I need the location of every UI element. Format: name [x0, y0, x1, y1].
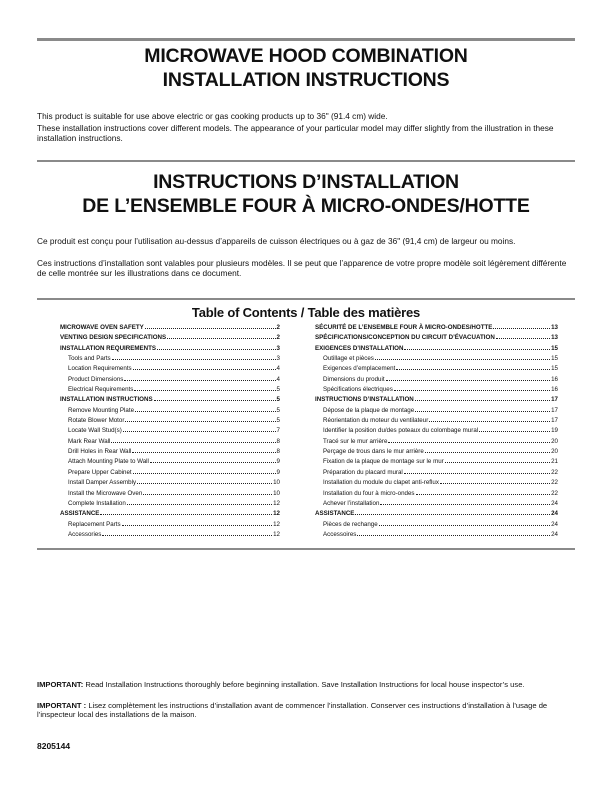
toc-leader-dots [132, 452, 275, 453]
toc-entry-page: 16 [551, 375, 558, 383]
toc-entry-title: Installation du module du clapet anti-reflux [323, 479, 439, 487]
toc-entry-page: 15 [551, 344, 558, 352]
toc-entry-title: Rotate Blower Motor [68, 417, 125, 425]
toc-entry-title: Achever l’installation [323, 499, 380, 507]
toc-leader-dots [167, 338, 275, 339]
toc-column-english [60, 323, 280, 540]
toc-entry [315, 395, 558, 405]
toc-entry-page: 17 [551, 396, 558, 404]
toc-entry [315, 416, 558, 426]
toc-entry-page: 2 [276, 324, 280, 331]
important-note-french [37, 701, 577, 719]
toc-leader-dots [157, 349, 276, 350]
toc-entry [60, 354, 280, 364]
toc-entry-title: ASSISTANCE [60, 510, 100, 518]
toc-leader-dots [396, 369, 550, 370]
toc-leader-dots [416, 494, 551, 495]
toc-leader-dots [375, 359, 550, 360]
english-title-line2: INSTALLATION INSTRUCTIONS [162, 69, 450, 91]
toc-entry [315, 457, 558, 467]
toc-entry-page: 15 [551, 365, 558, 373]
toc-entry-page: 12 [273, 510, 280, 518]
toc-leader-dots [404, 349, 550, 350]
toc-entry [315, 447, 558, 457]
toc-leader-dots [425, 452, 550, 453]
toc-entry [60, 499, 280, 509]
toc-entry-page: 24 [551, 510, 558, 518]
toc-leader-dots [386, 380, 551, 381]
english-title-line1: MICROWAVE HOOD COMBINATION [144, 45, 468, 67]
toc-entry [315, 509, 558, 519]
french-intro-models: Ces instructions d’installation sont valables pour plusieurs modèles. Il se peut que l’apparence de votre propre modèle soit légèrement différente de celle montrée sur les illustrations dans ce document. [37, 258, 567, 278]
toc-entry-title: Perçage de trous dans le mur arrière [323, 448, 424, 456]
toc-entry [60, 457, 280, 467]
toc-leader-dots [124, 380, 275, 381]
toc-entry-page: 5 [276, 396, 280, 404]
toc-leader-dots [380, 504, 550, 505]
toc-entry-page: 22 [551, 489, 558, 497]
toc-entry-title: VENTING DESIGN SPECIFICATIONS [60, 334, 167, 342]
part-number: 8205144 [37, 741, 71, 751]
toc-entry [315, 468, 558, 478]
section-rule-3 [37, 548, 575, 550]
toc-entry-title: Drill Holes in Rear Wall [68, 448, 132, 456]
toc-entry-title: Accessoires [323, 530, 357, 538]
toc-entry [60, 416, 280, 426]
toc-leader-dots [445, 462, 550, 463]
toc-entry-page: 8 [276, 448, 280, 456]
toc-entry-page: 7 [276, 427, 280, 435]
toc-leader-dots [143, 494, 272, 495]
important-note-english [37, 680, 577, 689]
toc-leader-dots [355, 514, 550, 515]
section-rule-1 [37, 160, 575, 162]
toc-entry-page: 5 [276, 386, 280, 394]
toc-entry [60, 478, 280, 488]
toc-leader-dots [134, 390, 275, 391]
toc-entry [60, 323, 280, 333]
toc-entry-page: 2 [276, 334, 280, 342]
toc-entry-page: 17 [551, 417, 558, 425]
important-text-english: Read Installation Instructions thoroughly before beginning installation. Save Installation Instructions for local house inspector’s use. [83, 680, 525, 689]
toc-entry [315, 426, 558, 436]
toc-entry [60, 520, 280, 530]
important-text-french: Lisez complètement les instructions d’installation avant de commencer l’installation. Conserver ces instructions d’installation à l’usage de l’inspecteur local des installations de la maison. [37, 701, 548, 720]
toc-leader-dots [440, 483, 550, 484]
toc-leader-dots [493, 328, 550, 329]
toc-leader-dots [388, 442, 550, 443]
toc-leader-dots [123, 431, 276, 432]
top-rule [37, 38, 575, 41]
toc-leader-dots [150, 462, 276, 463]
toc-entry-page: 10 [273, 489, 280, 497]
section-rule-2 [37, 298, 575, 300]
toc-entry [315, 530, 558, 540]
toc-entry-title: Install the Microwave Oven [68, 489, 143, 497]
french-title-line1: INSTRUCTIONS D’INSTALLATION [153, 171, 459, 193]
toc-leader-dots [133, 369, 276, 370]
toc-entry [315, 385, 558, 395]
toc-entry [315, 437, 558, 447]
toc-entry-title: Install Damper Assembly [68, 479, 137, 487]
toc-entry-page: 22 [551, 468, 558, 476]
toc-entry-title: Complete Installation [68, 499, 126, 507]
toc-entry-title: Spécifications électriques [323, 386, 393, 394]
toc-entry [60, 489, 280, 499]
toc-entry-page: 20 [551, 448, 558, 456]
toc-entry-title: SÉCURITÉ DE L’ENSEMBLE FOUR À MICRO-ONDES/HOTTE [315, 324, 493, 331]
toc-leader-dots [404, 473, 550, 474]
toc-entry-title: Réorientation du moteur du ventilateur [323, 417, 429, 425]
important-label-french: IMPORTANT : [37, 701, 87, 710]
toc-entry-title: Replacement Parts [68, 520, 121, 528]
toc-entry-title: INSTRUCTIONS D’INSTALLATION [315, 396, 414, 404]
english-intro-suitability: This product is suitable for use above electric or gas cooking products up to 36" (91.4 cm) wide. [37, 111, 388, 121]
toc-entry-page: 9 [276, 458, 280, 466]
toc-entry-title: Tools and Parts [68, 355, 111, 363]
toc-entry [315, 333, 558, 343]
toc-entry-page: 5 [276, 417, 280, 425]
toc-leader-dots [102, 535, 272, 536]
toc-entry-title: Mark Rear Wall [68, 437, 111, 445]
toc-entry-title: Locate Wall Stud(s) [68, 427, 122, 435]
toc-entry-page: 8 [276, 437, 280, 445]
toc-leader-dots [357, 535, 550, 536]
toc-entry-page: 3 [276, 355, 280, 363]
toc-entry-title: Location Requirements [68, 365, 132, 373]
toc-entry-page: 4 [276, 365, 280, 373]
toc-entry-title: ASSISTANCE [315, 510, 355, 518]
toc-entry [315, 478, 558, 488]
toc-leader-dots [415, 411, 550, 412]
toc-entry [60, 375, 280, 385]
toc-entry [60, 509, 280, 519]
toc-entry [60, 344, 280, 354]
toc-entry [60, 364, 280, 374]
toc-leader-dots [111, 442, 275, 443]
toc-leader-dots [154, 400, 276, 401]
toc-leader-dots [479, 431, 550, 432]
toc-entry-page: 24 [551, 499, 558, 507]
toc-column-french [315, 323, 558, 540]
toc-leader-dots [135, 411, 276, 412]
toc-leader-dots [496, 338, 550, 339]
english-intro-models: These installation instructions cover different models. The appearance of your particular model may differ slightly from the illustration in these installation instructions. [37, 123, 554, 143]
toc-entry-title: Préparation du placard mural [323, 468, 403, 476]
toc-entry [60, 468, 280, 478]
toc-entry-page: 19 [551, 427, 558, 435]
toc-entry-title: Fixation de la plaque de montage sur le mur [323, 458, 444, 466]
toc-entry [60, 447, 280, 457]
toc-leader-dots [429, 421, 550, 422]
toc-entry-page: 13 [551, 324, 558, 331]
toc-entry-title: Accessories [68, 530, 102, 538]
toc-leader-dots [415, 400, 550, 401]
toc-entry-title: Identifier la position du/des poteaux du colombage mural [323, 427, 479, 435]
toc-entry [315, 354, 558, 364]
toc-entry [315, 375, 558, 385]
toc-entry-title: INSTALLATION REQUIREMENTS [60, 344, 157, 352]
toc-entry [60, 385, 280, 395]
toc-leader-dots [379, 525, 550, 526]
toc-entry-page: 12 [273, 520, 280, 528]
toc-entry-title: EXIGENCES D’INSTALLATION [315, 344, 404, 352]
toc-entry-title: Exigences d’emplacement [323, 365, 396, 373]
toc-entry-page: 13 [551, 334, 558, 342]
toc-leader-dots [112, 359, 276, 360]
toc-leader-dots [100, 514, 272, 515]
important-label-english: IMPORTANT: [37, 680, 84, 689]
toc-entry-title: Dimensions du produit [323, 375, 385, 383]
toc-entry [60, 426, 280, 436]
french-title [37, 170, 575, 218]
toc-entry-title: Electrical Requirements [68, 386, 134, 394]
toc-entry-title: Prepare Upper Cabinet [68, 468, 132, 476]
toc-entry-title: Tracé sur le mur arrière [323, 437, 388, 445]
toc-entry [60, 437, 280, 447]
toc-entry [315, 344, 558, 354]
toc-entry-page: 15 [551, 355, 558, 363]
toc-entry [315, 364, 558, 374]
toc-leader-dots [133, 473, 276, 474]
toc-entry-page: 17 [551, 406, 558, 414]
toc-entry-title: Outillage et pièces [323, 355, 374, 363]
toc-entry-title: Pièces de rechange [323, 520, 378, 528]
toc-title: Table of Contents / Table des matières [191, 305, 421, 320]
toc-leader-dots [125, 421, 275, 422]
toc-entry-title: Dépose de la plaque de montage [323, 406, 415, 414]
toc-entry-page: 24 [551, 520, 558, 528]
toc-entry-title: MICROWAVE OVEN SAFETY [60, 324, 144, 331]
toc-entry-page: 10 [273, 479, 280, 487]
french-title-line2: DE L’ENSEMBLE FOUR À MICRO-ONDES/HOTTE [82, 195, 530, 217]
toc-entry-title: Attach Mounting Plate to Wall [68, 458, 149, 466]
toc-entry-title: SPÉCIFICATIONS/CONCEPTION DU CIRCUIT D’ÉVACUATION [315, 334, 495, 342]
french-intro-suitability: Ce produit est conçu pour l’utilisation au-dessus d’appareils de cuisson électriques ou à gaz de 36" (91,4 cm) de largeur ou moins. [37, 236, 516, 246]
toc-entry-page: 16 [551, 386, 558, 394]
toc-entry-title: Installation du four à micro-ondes [323, 489, 415, 497]
toc-entry-page: 9 [276, 468, 280, 476]
toc-leader-dots [137, 483, 272, 484]
toc-entry-title: INSTALLATION INSTRUCTIONS [60, 396, 153, 404]
toc-entry-page: 21 [551, 458, 558, 466]
toc-entry-page: 5 [276, 406, 280, 414]
toc-leader-dots [122, 525, 272, 526]
toc-leader-dots [127, 504, 272, 505]
toc-entry [60, 406, 280, 416]
english-title [37, 44, 575, 92]
toc-leader-dots [145, 328, 276, 329]
toc-entry [315, 489, 558, 499]
toc-entry [315, 323, 558, 333]
toc-entry-title: Product Dimensions [68, 375, 124, 383]
toc-leader-dots [394, 390, 550, 391]
toc-entry-page: 24 [551, 530, 558, 538]
toc-entry-page: 12 [273, 499, 280, 507]
toc-entry [60, 395, 280, 405]
toc-entry [60, 333, 280, 343]
toc-entry [315, 499, 558, 509]
toc-entry [60, 530, 280, 540]
toc-entry-page: 22 [551, 479, 558, 487]
toc-entry-page: 3 [276, 344, 280, 352]
toc-entry-title: Remove Mounting Plate [68, 406, 135, 414]
toc-entry [315, 406, 558, 416]
toc-entry-page: 4 [276, 375, 280, 383]
toc-entry [315, 520, 558, 530]
toc-entry-page: 20 [551, 437, 558, 445]
toc-entry-page: 12 [273, 530, 280, 538]
